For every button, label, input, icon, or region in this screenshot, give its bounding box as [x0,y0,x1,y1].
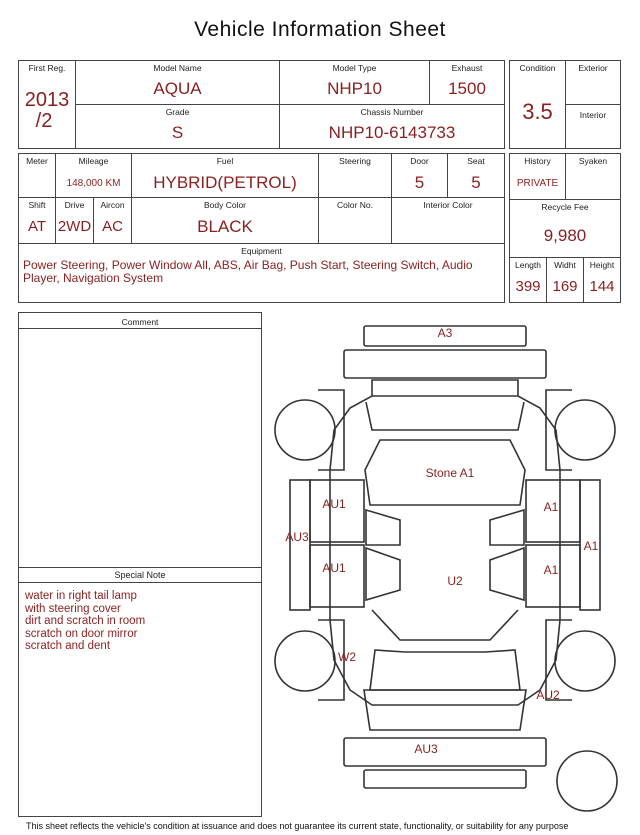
mark-a1-lower: A1 [543,563,559,577]
mark-au3-bottom: AU3 [414,742,438,756]
seat-cell [447,153,505,198]
door-label: Door [410,156,429,166]
model-name-value: AQUA [153,79,202,98]
hood-outline [372,380,518,396]
rear-window-outline [370,650,520,690]
body-color-label: Body Color [203,200,247,210]
body-color-cell [131,197,319,244]
mark-w2: W2 [338,650,356,664]
mileage-label: Mileage [78,156,109,166]
model-name-label: Model Name [153,63,202,73]
page-title: Vehicle Information Sheet [194,18,446,41]
grade-cell [75,104,280,149]
shift-label: Shift [28,200,46,210]
mileage-value: 148,000 KM [66,178,121,189]
recycle-fee-value: 9,980 [543,226,587,245]
front-grille-outline [344,350,546,378]
chassis-value: NHP10-6143733 [328,123,456,142]
wheel-rear-left [275,631,335,691]
drive-value: 2WD [57,218,92,235]
door-cell [391,153,448,198]
car-damage-diagram [268,318,630,818]
steering-label: Steering [339,156,371,166]
left-window-rear [366,548,400,600]
meter-cell [18,153,56,198]
fuel-label: Fuel [216,156,234,166]
length-value: 399 [515,278,541,295]
meter-label: Meter [26,156,48,166]
height-cell [583,257,621,303]
interior-cell [565,104,621,149]
history-value: PRIVATE [516,178,559,189]
shift-cell [18,197,56,244]
aircon-value: AC [102,218,123,235]
special-note-line: scratch on door mirror [25,627,138,640]
exhaust-cell [429,60,505,105]
hood-inner [366,402,524,430]
right-window-rear [490,548,524,600]
fuel-cell [131,153,319,198]
equipment-value: Power Steering, Power Window All, ABS, Air Bag, Push Start, Steering Switch, Audio Player, Navigation System [23,258,473,285]
left-front-door-panel [310,480,364,542]
fuel-value: HYBRID(PETROL) [153,173,297,192]
model-type-label: Model Type [332,63,377,73]
model-name-cell [75,60,280,105]
exterior-label: Exterior [578,63,608,73]
spare-wheel [557,751,617,811]
drive-cell [55,197,94,244]
roof-outline [372,610,518,640]
mark-stone: Stone A1 [425,466,475,480]
mark-a1-upper: A1 [543,500,559,514]
interior-label: Interior [579,110,607,120]
left-window-front [366,510,400,545]
rear-lower-bumper-outline [364,770,526,788]
length-cell [509,257,547,303]
grade-value: S [171,123,184,142]
special-note-line: water in right tail lamp [25,590,137,602]
condition-cell [509,60,566,149]
mileage-cell [55,153,132,198]
condition-value: 3.5 [522,99,553,124]
aircon-label: Aircon [100,200,125,210]
first-reg-label: First Reg. [28,63,66,73]
width-cell [546,257,584,303]
special-note-text [25,590,145,653]
comment-header-line [19,328,261,329]
grade-label: Grade [165,107,190,117]
history-label: History [524,156,551,166]
special-note-label: Special Note [114,570,166,580]
wheel-front-left [275,400,335,460]
interior-color-label: Interior Color [423,200,473,210]
first-reg-month: /2 [35,110,53,132]
steering-cell [318,153,392,198]
exhaust-label: Exhaust [451,63,483,73]
door-value: 5 [414,173,425,192]
mark-au1-lower: AU1 [322,561,346,575]
rear-bumper-outline [344,738,546,766]
model-type-cell [279,60,430,105]
model-type-value: NHP10 [327,79,382,98]
body-color-value: BLACK [197,217,253,236]
shift-value: AT [27,218,47,235]
rear-deck-outline [364,690,526,730]
width-value: 169 [552,278,578,295]
special-note-line: dirt and scratch in room [25,615,146,627]
seat-value: 5 [471,173,481,192]
exhaust-value: 1500 [448,79,486,98]
color-no-cell [318,197,392,244]
mark-a1-right: A1 [583,539,599,553]
drive-label: Drive [64,200,85,210]
special-note-header-line [19,582,261,583]
height-label: Height [589,260,615,270]
first-reg-year: 2013 [24,89,70,111]
aircon-cell [93,197,132,244]
special-note-box [18,567,262,817]
width-label: Widht [554,260,576,270]
special-note-line: scratch and dent [25,640,111,652]
recycle-fee-cell [509,199,621,258]
mark-au2: AU2 [536,688,560,702]
first-reg-cell [18,60,76,149]
mark-au1-upper: AU1 [322,497,346,511]
equipment-label: Equipment [241,246,282,256]
condition-label: Condition [519,63,556,73]
mark-a3-top: A3 [437,326,453,340]
equipment-cell [18,243,505,303]
comment-box [18,312,262,568]
exterior-cell [565,60,621,105]
syaken-label: Syaken [578,156,608,166]
wheel-front-right [555,400,615,460]
syaken-cell [565,153,621,200]
chassis-label: Chassis Number [360,107,424,117]
mark-au3: AU3 [285,530,309,544]
seat-label: Seat [467,156,485,166]
interior-color-cell [391,197,505,244]
height-value: 144 [589,278,615,295]
length-label: Length [515,260,541,270]
disclaimer-footer: This sheet reflects the vehicle's condition at issuance and does not guarantee its current state, functionality, or suitability for any purpose [26,821,569,831]
color-no-label: Color No. [337,200,373,210]
right-window-front [490,510,524,545]
mark-u2: U2 [447,574,463,588]
wheel-rear-right [555,631,615,691]
comment-label: Comment [121,317,159,327]
recycle-fee-label: Recycle Fee [541,202,589,212]
special-note-line: with steering cover [25,602,121,615]
left-rear-door-panel [310,545,364,607]
left-front-door [290,480,310,610]
chassis-cell [279,104,505,149]
history-cell [509,153,566,200]
